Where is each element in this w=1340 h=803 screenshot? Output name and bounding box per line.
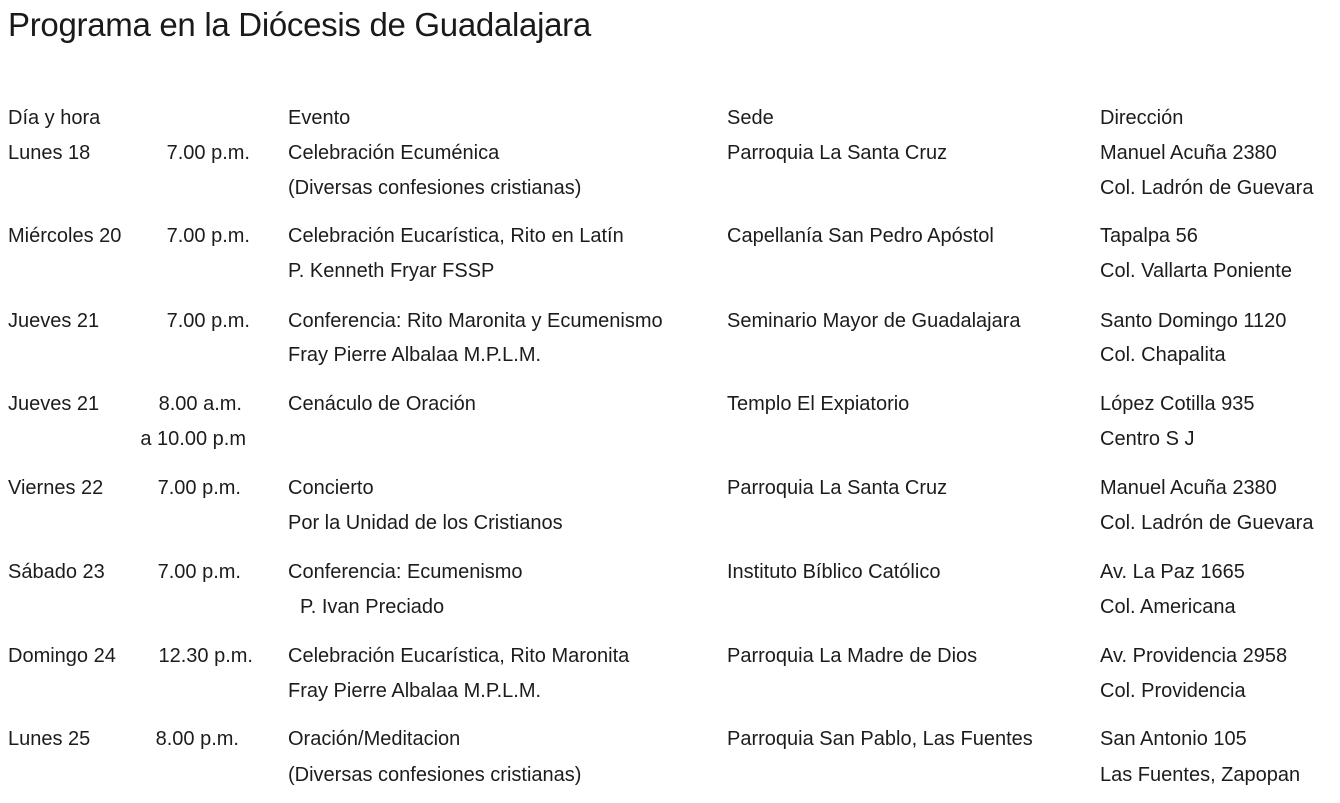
- row-address: Manuel Acuña 2380: [1100, 142, 1277, 164]
- row-time: 7.00 p.m.: [157, 477, 241, 499]
- page-title: Programa en la Diócesis de Guadalajara: [8, 6, 591, 43]
- row-event-detail: Por la Unidad de los Cristianos: [288, 512, 563, 534]
- row-day: Jueves 21: [8, 393, 100, 415]
- row-sede: Templo El Expiatorio: [727, 393, 910, 415]
- row-time: 12.30 p.m.: [158, 645, 253, 667]
- row-time: 8.00 p.m.: [155, 728, 239, 750]
- header-dia-y-hora: Día y hora: [8, 107, 101, 129]
- row-address-detail: Centro S J: [1100, 428, 1195, 450]
- row-address: Av. La Paz 1665: [1100, 561, 1245, 583]
- row-sede: Instituto Bíblico Católico: [727, 561, 941, 583]
- row-address-detail: Col. Chapalita: [1100, 344, 1226, 366]
- row-address-detail: Col. Providencia: [1100, 680, 1246, 702]
- row-day: Domingo 24: [8, 645, 116, 667]
- row-address-detail: Las Fuentes, Zapopan: [1100, 764, 1301, 786]
- row-event: Concierto: [288, 477, 374, 499]
- row-time: 8.00 a.m.: [158, 393, 242, 415]
- row-address-detail: Col. Americana: [1100, 596, 1236, 618]
- row-day: Viernes 22: [8, 477, 104, 499]
- row-address: Santo Domingo 1120: [1100, 310, 1287, 332]
- header-direccion: Dirección: [1100, 107, 1184, 129]
- row-event: Cenáculo de Oración: [288, 393, 476, 415]
- row-address-detail: Col. Ladrón de Guevara: [1100, 512, 1314, 534]
- row-time-end: a 10.00 p.m: [140, 428, 246, 450]
- row-event: Conferencia: Rito Maronita y Ecumenismo: [288, 310, 663, 332]
- row-event: Celebración Ecuménica: [288, 142, 500, 164]
- row-time: 7.00 p.m.: [166, 310, 250, 332]
- row-event-detail: Fray Pierre Albalaa M.P.L.M.: [288, 344, 542, 366]
- row-sede: Capellanía San Pedro Apóstol: [727, 225, 994, 247]
- row-sede: Seminario Mayor de Guadalajara: [727, 310, 1021, 332]
- row-sede: Parroquia La Madre de Dios: [727, 645, 978, 667]
- row-address-detail: Col. Vallarta Poniente: [1100, 260, 1292, 282]
- row-address-detail: Col. Ladrón de Guevara: [1100, 177, 1314, 199]
- row-address: Av. Providencia 2958: [1100, 645, 1288, 667]
- row-day: Lunes 18: [8, 142, 91, 164]
- header-evento: Evento: [288, 107, 351, 129]
- row-time: 7.00 p.m.: [166, 142, 250, 164]
- header-sede: Sede: [727, 107, 774, 129]
- row-event-detail: P. Ivan Preciado: [300, 596, 445, 618]
- row-day: Jueves 21: [8, 310, 100, 332]
- row-time: 7.00 p.m.: [166, 225, 250, 247]
- row-day: Sábado 23: [8, 561, 105, 583]
- row-event: Oración/Meditacion: [288, 728, 461, 750]
- row-event-detail: (Diversas confesiones cristianas): [288, 177, 582, 199]
- row-address: Tapalpa 56: [1100, 225, 1198, 247]
- row-address: Manuel Acuña 2380: [1100, 477, 1277, 499]
- row-event-detail: (Diversas confesiones cristianas): [288, 764, 582, 786]
- row-event: Celebración Eucarística, Rito en Latín: [288, 225, 624, 247]
- row-sede: Parroquia La Santa Cruz: [727, 477, 948, 499]
- row-event-detail: Fray Pierre Albalaa M.P.L.M.: [288, 680, 542, 702]
- row-event: Conferencia: Ecumenismo: [288, 561, 523, 583]
- row-sede: Parroquia San Pablo, Las Fuentes: [727, 728, 1033, 750]
- row-event: Celebración Eucarística, Rito Maronita: [288, 645, 630, 667]
- row-sede: Parroquia La Santa Cruz: [727, 142, 948, 164]
- row-address: López Cotilla 935: [1100, 393, 1255, 415]
- row-event-detail: P. Kenneth Fryar FSSP: [288, 260, 495, 282]
- row-day: Miércoles 20: [8, 225, 122, 247]
- row-day: Lunes 25: [8, 728, 91, 750]
- row-time: 7.00 p.m.: [157, 561, 241, 583]
- row-address: San Antonio 105: [1100, 728, 1247, 750]
